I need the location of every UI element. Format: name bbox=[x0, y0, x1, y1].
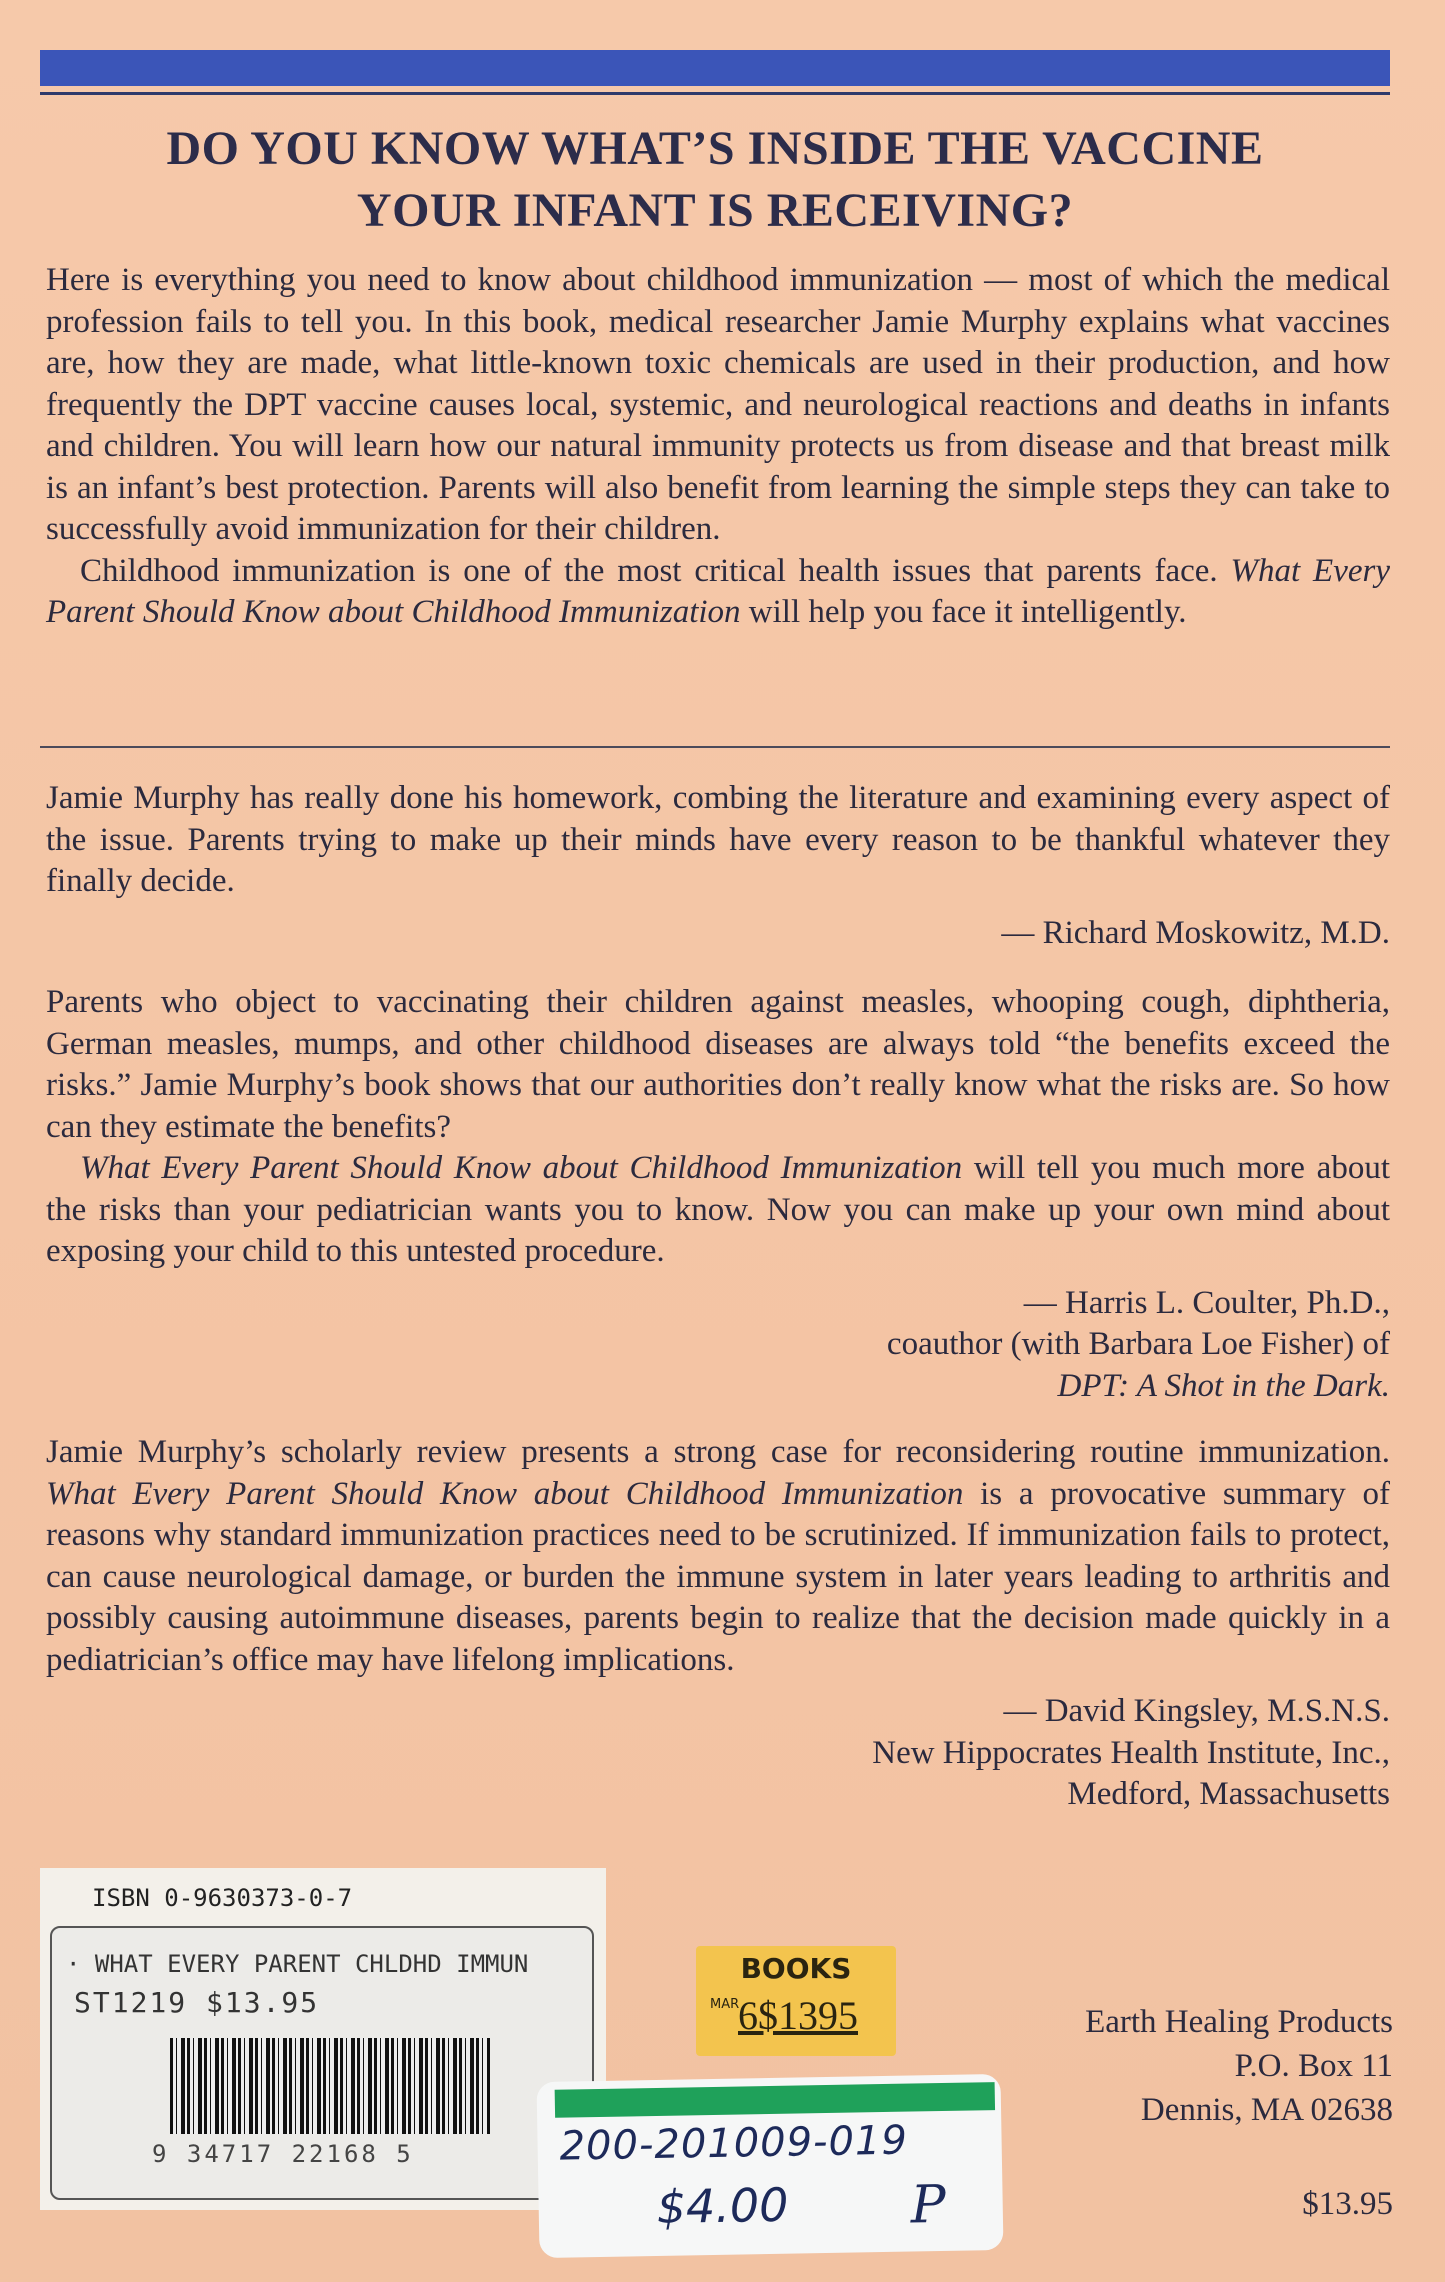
publisher-address bbox=[1085, 2000, 1393, 2132]
headline bbox=[40, 118, 1390, 242]
quote-author-book: DPT: A Shot in the Dark. bbox=[1057, 1367, 1390, 1404]
quote-author: — David Kingsley, M.S.N.S. bbox=[1003, 1693, 1390, 1729]
description-p2-title: What Every Parent Should Know about Childhood Immunization bbox=[46, 552, 1390, 630]
quote-author-place: Medford, Massachusetts bbox=[1067, 1776, 1390, 1812]
quote-lead: Jamie Murphy’s scholarly review presents a strong case for reconsidering routine immunization. bbox=[46, 1434, 1390, 1470]
description-paragraph-1: Here is everything you need to know about childhood immunization — most of which the medical profession fails to tell you. In this book, medical researcher Jamie Murphy explains what vaccines are, how they are made, what little-known toxic chemicals are used in their production, and how frequently the DPT vaccine causes local, systemic, and neurological reactions and deaths in infants and children. You will learn how our natural immunity protects us from disease and that breast milk is an infant’s best protection. Parents will also benefit from learning the simple steps they can take to successfully avoid immunization for their children. bbox=[46, 262, 1390, 547]
handwritten-price-sticker bbox=[536, 2074, 1003, 2258]
store-label-title: · WHAT EVERY PARENT CHLDHD IMMUN bbox=[66, 1950, 529, 1978]
description-paragraph-2 bbox=[46, 551, 1390, 634]
barcode-number: 9 34717 22168 5 bbox=[152, 2140, 414, 2168]
quote-paragraph bbox=[46, 1432, 1390, 1681]
section-divider bbox=[40, 746, 1390, 748]
quote-author-org: New Hippocrates Health Institute, Inc., bbox=[872, 1734, 1390, 1771]
quote-paragraph-2 bbox=[46, 1148, 1390, 1273]
books-sticker-month: MAR bbox=[710, 1997, 740, 2012]
handwritten-price: $4.00 bbox=[656, 2177, 789, 2234]
quote-paragraph-1: Parents who object to vaccinating their children against measles, whooping cough, diphtheria, German measles, mumps, and other childhood diseases are always told “the benefits exceed the risks.” Jamie Murphy’s book shows that our authorities don’t really know what the risks are. So how can they estimate the benefits? bbox=[46, 984, 1390, 1145]
store-price-label bbox=[50, 1926, 594, 2200]
quote-book-title: What Every Parent Should Know about Childhood Immunization bbox=[46, 1475, 964, 1512]
barcode bbox=[170, 2038, 490, 2134]
description-p2-tail: will help you face it intelligently. bbox=[740, 594, 1187, 630]
quote-attribution bbox=[46, 913, 1390, 955]
sticker-green-stripe bbox=[555, 2082, 995, 2118]
quote-author: — Richard Moskowitz, M.D. bbox=[1001, 914, 1390, 951]
handwritten-code: 200-201009-019 bbox=[559, 2117, 909, 2170]
quote-kingsley bbox=[46, 1432, 1390, 1816]
quote-coulter bbox=[46, 982, 1390, 1407]
top-color-bar bbox=[40, 50, 1390, 86]
quote-moskowitz bbox=[46, 778, 1390, 954]
books-sticker-title: BOOKS bbox=[740, 1952, 852, 1985]
quote-paragraph-2-tail: will tell you much more about the risks than your pediatrician wants you to know. Now you can make up your own mind about exposing your child to this untested procedure. bbox=[46, 1150, 1390, 1269]
publisher-city: Dennis, MA 02638 bbox=[1140, 2092, 1393, 2128]
quote-book-title: What Every Parent Should Know about Childhood Immunization bbox=[80, 1150, 963, 1186]
handwritten-mark: P bbox=[910, 2174, 947, 2236]
quote-author-role: coauthor (with Barbara Loe Fisher) of bbox=[886, 1326, 1390, 1362]
isbn-number: ISBN 0-9630373-0-7 bbox=[92, 1884, 353, 1912]
top-rule bbox=[40, 92, 1390, 95]
description bbox=[46, 260, 1390, 634]
headline-line-2: YOUR INFANT IS RECEIVING? bbox=[356, 184, 1074, 237]
books-price-sticker bbox=[696, 1946, 896, 2056]
store-label-code: ST1219 $13.95 bbox=[74, 1986, 320, 2019]
quote-tail: is a provocative summary of reasons why standard immunization practices need to be scrutinized. If immunization fails to protect, can cause neurological damage, or burden the immune system in later years leading to arthritis and possibly causing autoimmune diseases, parents begin to realize that the decision made quickly in a pediatrician’s office may have lifelong implications. bbox=[46, 1475, 1390, 1678]
headline-line-1: DO YOU KNOW WHAT’S INSIDE THE VACCINE bbox=[166, 122, 1264, 175]
publisher-name: Earth Healing Products bbox=[1085, 2004, 1393, 2040]
isbn-sticker bbox=[40, 1868, 606, 2210]
cover-price: $13.95 bbox=[1302, 2186, 1393, 2222]
quote-text: Jamie Murphy has really done his homework, combing the literature and examining every aspect of the issue. Parents trying to make up their minds have every reason to be thankful whatever they finally decide. bbox=[46, 780, 1390, 899]
quote-attribution bbox=[46, 1283, 1390, 1408]
description-p2-lead: Childhood immunization is one of the most critical health issues that parents face. bbox=[80, 552, 1231, 589]
quote-attribution bbox=[46, 1691, 1390, 1816]
publisher-box: P.O. Box 11 bbox=[1234, 2048, 1393, 2084]
books-sticker-price: 6$1395 bbox=[738, 1993, 858, 2038]
quote-author: — Harris L. Coulter, Ph.D., bbox=[1023, 1284, 1390, 1321]
